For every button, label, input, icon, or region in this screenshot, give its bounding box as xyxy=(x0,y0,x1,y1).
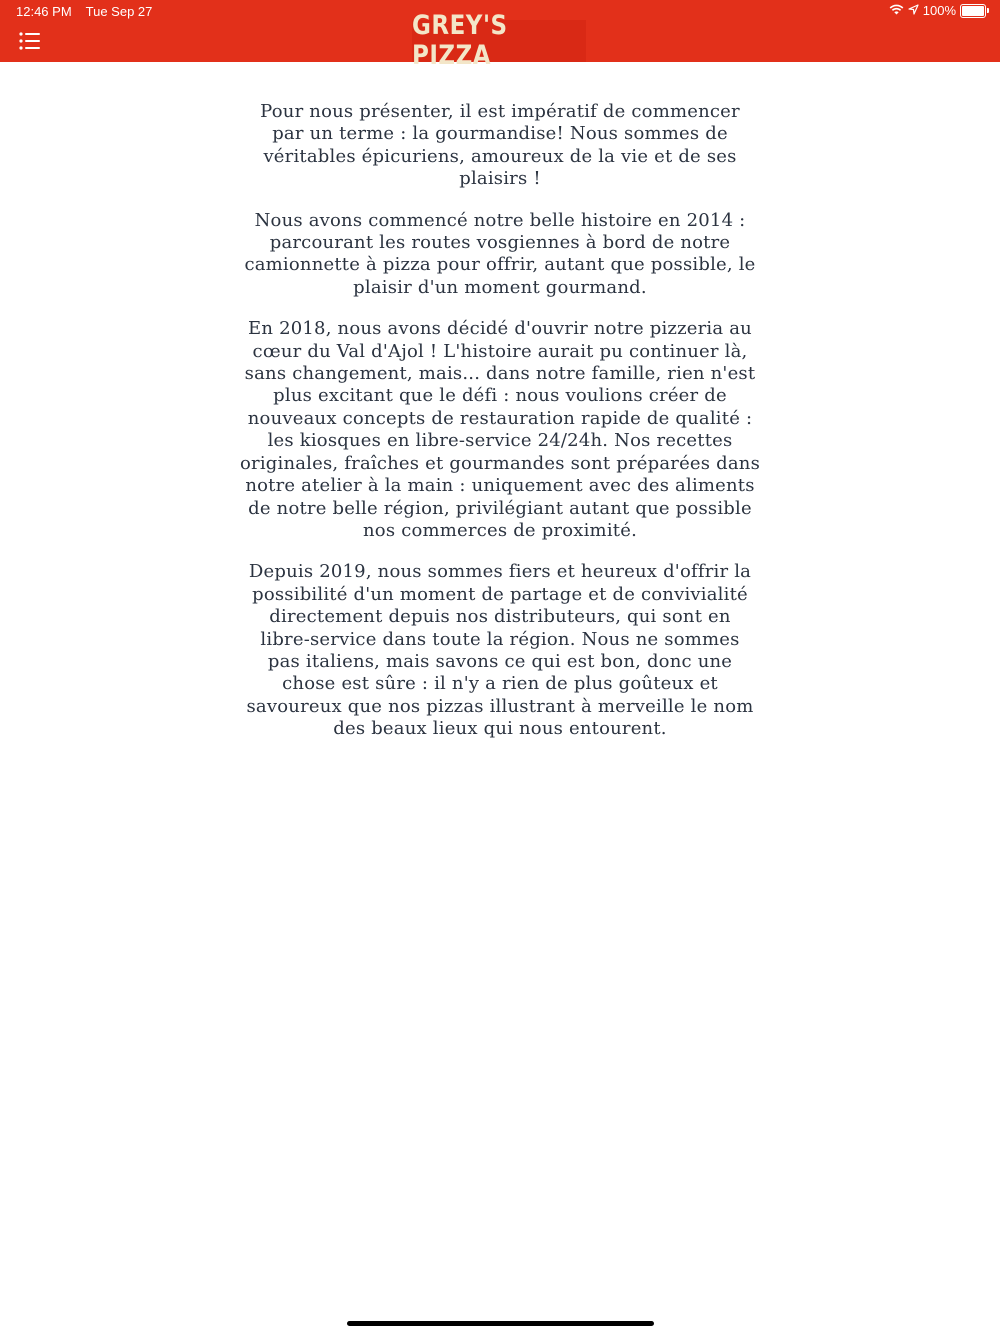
text-line: Depuis 2019, nous sommes fiers et heureux d'offrir la xyxy=(248,561,752,583)
text-line: plaisir d'un moment gourmand. xyxy=(353,276,647,298)
list-icon xyxy=(19,32,41,50)
status-bar-left xyxy=(16,4,152,19)
location-icon xyxy=(908,3,919,18)
text-line: savoureux que nos pizzas illustrant à merveille le nom xyxy=(246,695,754,717)
text-line: cœur du Val d'Ajol ! L'histoire aurait pu continuer là, xyxy=(252,340,748,362)
status-bar-right xyxy=(889,3,986,18)
paragraph xyxy=(225,101,775,191)
paragraph xyxy=(225,210,775,300)
text-line: de notre belle région, privilégiant autant que possible xyxy=(248,497,752,519)
text-line: En 2018, nous avons décidé d'ouvrir notre pizzeria au xyxy=(248,318,752,340)
battery-tip xyxy=(987,8,989,13)
text-line: notre atelier à la main : uniquement avec des aliments xyxy=(245,475,755,497)
text-line: parcourant les routes vosgiennes à bord de notre xyxy=(269,232,731,254)
logo-text: GREY'S PIZZA xyxy=(412,11,508,71)
text-line: camionnette à pizza pour offrir, autant que possible, le xyxy=(244,254,756,276)
text-line: nouveaux concepts de restauration rapide de qualité : xyxy=(247,407,753,429)
text-line: sans changement, mais... dans notre famille, rien n'est xyxy=(244,363,756,385)
home-indicator[interactable] xyxy=(347,1321,654,1326)
text-line: libre-service dans toute la région. Nous ne sommes xyxy=(260,628,740,650)
status-date: Tue Sep 27 xyxy=(85,4,153,19)
about-text xyxy=(225,101,775,760)
text-line: chose est sûre : il n'y a rien de plus goûteux et xyxy=(282,673,718,695)
text-line: plus excitant que le défi : nous voulions créer de xyxy=(273,385,727,407)
battery-icon xyxy=(960,4,986,18)
text-line: véritables épicuriens, amoureux de la vie et de ses xyxy=(263,145,737,167)
text-line: des beaux lieux qui nous entourent. xyxy=(333,718,667,740)
text-line: pas italiens, mais savons ce qui est bon, donc une xyxy=(267,650,733,672)
paragraph xyxy=(225,318,775,542)
battery-fill xyxy=(962,6,984,16)
text-line: plaisirs ! xyxy=(459,168,541,190)
text-line: directement depuis nos distributeurs, qui sont en xyxy=(269,606,731,628)
menu-button[interactable] xyxy=(19,32,41,50)
text-line: nos commerces de proximité. xyxy=(363,519,637,541)
text-line: originales, fraîches et gourmandes sont préparées dans xyxy=(239,452,761,474)
text-line: Nous avons commencé notre belle histoire en 2014 : xyxy=(254,209,746,231)
status-time: 12:46 PM xyxy=(16,4,72,19)
paragraph xyxy=(225,561,775,740)
text-line: par un terme : la gourmandise! Nous sommes de xyxy=(272,123,728,145)
battery-percent: 100% xyxy=(922,3,956,18)
logo[interactable] xyxy=(412,11,586,71)
text-line: Pour nous présenter, il est impératif de commencer xyxy=(260,101,740,122)
text-line: possibilité d'un moment de partage et de convivialité xyxy=(252,583,748,605)
wifi-icon xyxy=(889,3,904,18)
app-header xyxy=(0,0,1000,71)
text-line: les kiosques en libre-service 24/24h. Nos recettes xyxy=(267,430,733,452)
